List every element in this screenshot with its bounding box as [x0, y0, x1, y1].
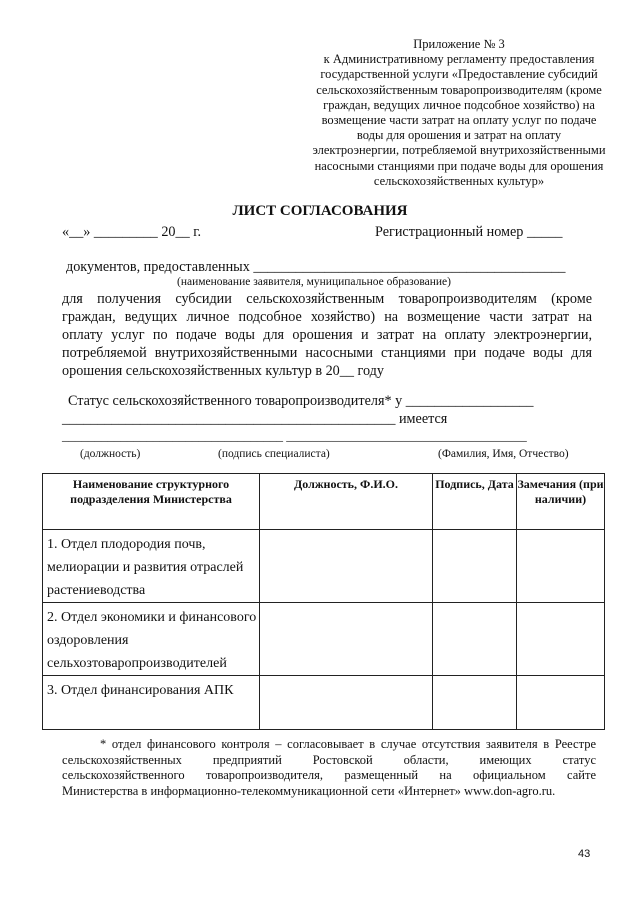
footnote-line: сельскохозяйственного товаропроизводителя, размещенный на официальном сайте — [62, 768, 596, 782]
applicant-hint: (наименование заявителя, муниципальное образование) — [177, 276, 451, 288]
remarks-cell — [517, 676, 605, 730]
remarks-cell — [517, 603, 605, 676]
purpose-line: потребляемой внутрихозяйственными насосными станциями при подаче воды для — [62, 345, 592, 361]
appendix-header — [300, 37, 618, 189]
header-position-name: Должность, Ф.И.О. — [260, 474, 433, 530]
registration-number-field: Регистрационный номер _____ — [375, 224, 563, 240]
table-header-row — [43, 474, 605, 530]
purpose-line: орошения сельскохозяйственных культур в 20__ году — [62, 363, 384, 379]
purpose-line: оплату услуг по подаче воды для орошения и затрат на оплату электроэнергии, — [62, 327, 592, 343]
purpose-paragraph — [62, 290, 592, 380]
header-department: Наименование структурного подразделения Министерства — [43, 474, 260, 530]
appendix-line: сельскохозяйственных культур» — [373, 173, 545, 188]
purpose-line: граждан, ведущих личное подсобное хозяйство) на возмещение части затрат на — [62, 309, 592, 325]
signature-cell — [433, 530, 517, 603]
table-row — [43, 530, 605, 603]
header-remarks: Замечания (при наличии) — [517, 474, 605, 530]
position-cell — [260, 603, 433, 676]
page-number: 43 — [578, 848, 591, 860]
status-field: Статус сельскохозяйственного товаропроизводителя* у __________________ — [68, 393, 534, 409]
signature-lines: __________________________________ _____________________________________ — [62, 428, 527, 443]
full-name-hint: (Фамилия, Имя, Отчество) — [438, 448, 569, 460]
position-hint: (должность) — [80, 448, 141, 460]
signature-cell — [433, 603, 517, 676]
signature-cell — [433, 676, 517, 730]
purpose-line: для получения субсидии сельскохозяйственным товаропроизводителям (кроме — [62, 291, 592, 307]
footnote-line: Министерства в информационно-телекоммуникационной сети «Интернет» www.don-agro.ru. — [62, 783, 556, 798]
footnote-line: сельскохозяйственных предприятий Ростовской области, имеющих статус — [62, 752, 596, 767]
appendix-line: граждан, ведущих личное подсобное хозяйство) на — [323, 97, 595, 112]
appendix-line: сельскохозяйственным товаропроизводителям (кроме — [316, 82, 602, 97]
department-cell: 2. Отдел экономики и финансового оздоровления сельхозтоваропроизводителей — [43, 603, 260, 676]
signature-hint: (подпись специалиста) — [218, 448, 330, 460]
appendix-line: воды для орошения и затрат на оплату — [356, 128, 562, 143]
has-status-field: _______________________________________________ имеется — [62, 411, 448, 427]
header-signature-date: Подпись, Дата — [433, 474, 517, 530]
table-row — [43, 603, 605, 676]
document-title: ЛИСТ СОГЛАСОВАНИЯ — [232, 203, 408, 219]
documents-field: документов, предоставленных ____________________________________________ — [66, 259, 566, 275]
date-field: «__» _________ 20__ г. — [62, 224, 201, 240]
appendix-line: к Административному регламенту предоставления — [323, 52, 595, 67]
department-cell: 1. Отдел плодородия почв, мелиорации и развития отраслей растениеводства — [43, 530, 260, 603]
footnote — [62, 737, 596, 799]
appendix-line: Приложение № 3 — [413, 37, 505, 51]
appendix-line: насосными станциями при подаче воды для орошения — [314, 158, 604, 173]
remarks-cell — [517, 530, 605, 603]
appendix-line: государственной услуги «Предоставление субсидий — [320, 67, 598, 82]
position-cell — [260, 676, 433, 730]
table-row — [43, 676, 605, 730]
approval-table — [42, 473, 605, 730]
appendix-line: электроэнергии, потребляемой внутрихозяйственными — [312, 143, 606, 158]
appendix-line: возмещение части затрат на оплату услуг по подаче — [321, 113, 597, 128]
footnote-line: * отдел финансового контроля – согласовывает в случае отсутствия заявителя в Реестре — [100, 737, 596, 751]
department-cell: 3. Отдел финансирования АПК — [43, 676, 260, 730]
position-cell — [260, 530, 433, 603]
